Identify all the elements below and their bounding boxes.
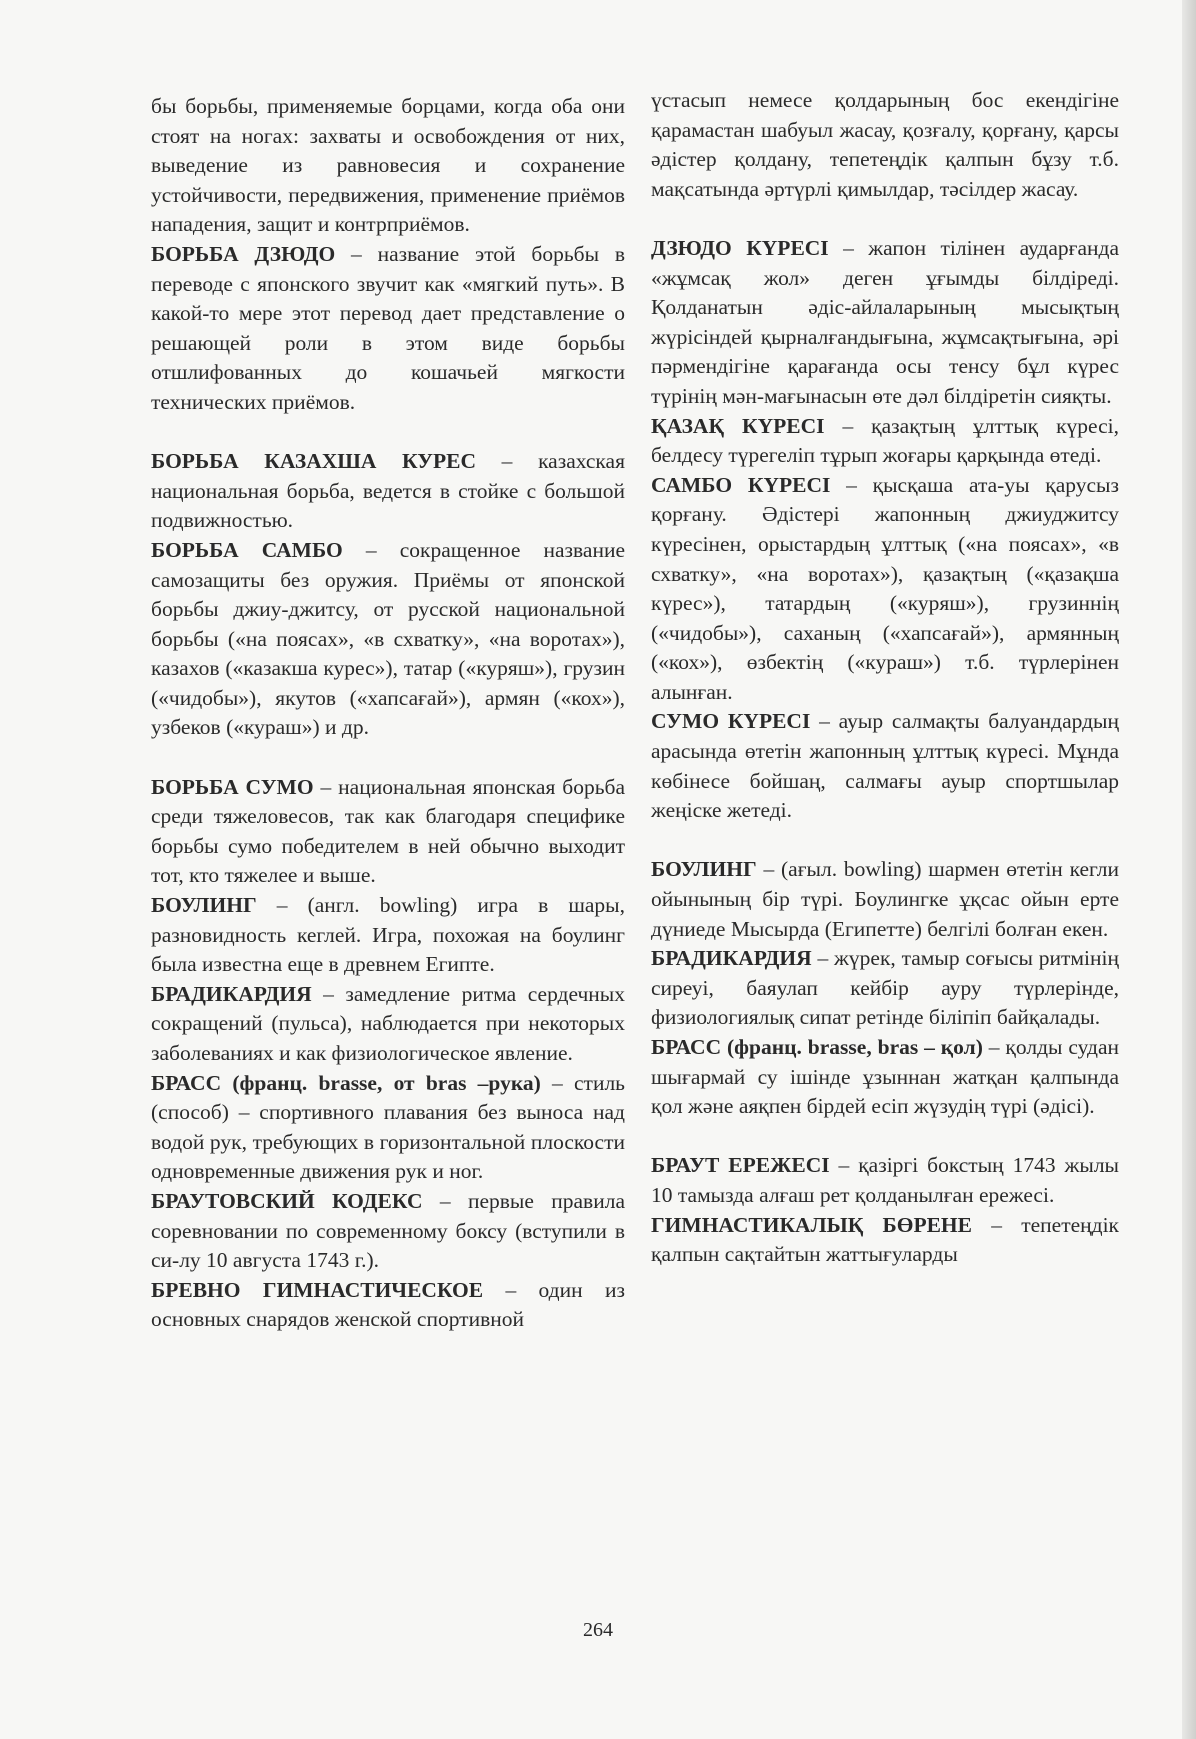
entry-sambo-kz [651, 471, 1119, 708]
entry-kazaksha-kures-ru [151, 447, 625, 536]
entry-text: – первые правила соревновании по современному боксу (вступили в си-лу 10 августа 1743 г.). [151, 1188, 625, 1273]
russian-column [151, 92, 625, 1335]
entry-judo-ru [151, 240, 625, 418]
page-edge-shadow [1182, 0, 1196, 1739]
entry-term: БРАУТ ЕРЕЖЕСІ [651, 1153, 830, 1178]
entry-text: – тепетеңдік қалпын сақтайтын жаттығуларды [651, 1212, 1120, 1267]
entry-braut-rules-kz [651, 1151, 1119, 1210]
entry-text: – қазіргі бокстың 1743 жылы 10 тамызда алғаш рет қолданылған ережесі. [651, 1153, 1119, 1207]
entry-term: ҚАЗАҚ КҮРЕСІ [651, 413, 825, 438]
entry-bowling-kz [651, 855, 1119, 944]
entry-braut-codex-ru [151, 1187, 625, 1276]
entry-sumo-kz [651, 707, 1119, 825]
entry-sumo-ru [151, 773, 625, 891]
entry-term: БОРЬБА СУМО [151, 774, 314, 799]
entry-term: БОРЬБА ДЗЮДО [151, 241, 336, 266]
page-number: 264 [583, 1619, 613, 1641]
entry-brass-kz [651, 1033, 1119, 1122]
entry-text: – ауыр салмақты балуандардың арасында өтетін жапонның ұлттық күресі. Мұнда көбінесе бойшаң, салмағы ауыр спортшылар жеңіске жетеді. [651, 709, 1119, 823]
entry-text: – замедление ритма сердечных сокращений (пульса), наблюдается при некоторых заболеваниях и как физиологическое явление. [151, 981, 625, 1065]
entry-text: – жапон тілінен аударғанда «жұмсақ жол» деген ұғымды білдіреді. Қолданатын әдіс-айлаларының мысықтың жүрісіндей қырналғандығына, жұмсақтығына, әрі пәрмендігіне қарағанда осы тенсу бұл күрес түрінің мән-мағынасын өте дәл білдіретін сияқты. [651, 235, 1120, 408]
entry-term: БОРЬБА САМБО [151, 537, 343, 562]
entry-term: ГИМНАСТИКАЛЫҚ БӨРЕНЕ [651, 1212, 973, 1237]
entry-beam-ru [151, 1276, 625, 1335]
entry-text: – жүрек, тамыр соғысы ритмінің сиреуі, баяулап кейбір ауру түрлерінде, физиологиялық сипат ретінде біліпіп байқалады. [651, 946, 1119, 1030]
kazakh-column [651, 86, 1119, 1270]
entry-term: БРАСС (франц. brasse, bras – қол) [651, 1035, 983, 1059]
entry-text: – сокращенное название самозащиты без оружия. Приёмы от японской борьбы джиу-джитсу, от русской национальной борьбы («на поясах», «в схватку», «на воротах»), казахов («казакша курес»), татар («куряш»), грузин («чидобы»), якутов («хапсағай»), армян («кох»), узбеков («кураш») и др. [151, 537, 625, 740]
entry-term: БРЕВНО ГИМНАСТИЧЕСКОЕ [151, 1277, 484, 1302]
entry-text: – стиль (способ) – спортивного плавания без выноса над водой рук, требующих в горизонтальной плоскости одновременные движения рук и ног. [151, 1070, 625, 1184]
entry-text: – один из основных снарядов женской спортивной [151, 1277, 625, 1332]
entry-text: – казахская национальная борьба, ведется в стойке с большой подвижностью. [151, 449, 625, 533]
entry-term: БОУЛИНГ [151, 893, 257, 918]
entry-bowling-ru [151, 891, 625, 980]
entry-judo-kz [651, 234, 1119, 412]
entry-term: БРАДИКАРДИЯ [151, 981, 312, 1006]
entry-continuation-ru [151, 92, 625, 240]
entry-term: БОУЛИНГ [651, 857, 757, 882]
entry-brass-ru [151, 1069, 625, 1187]
entry-text: – қолды судан шығармай су ішінде ұзыннан жатқан қалпында қол және аяқпен бірдей есіп жүзудің түрі (әдісі). [651, 1035, 1120, 1119]
entry-sambo-ru [151, 536, 625, 743]
entry-text: – қысқаша ата-уы қарусыз қорғану. Әдістері жапонның джиуджитсу күресінен, орыстардың ұлттық («на поясах», «в схватку», «на воротах»), қазақтың («қазақша күрес»), татардың («куряш»), грузиннің («чидобы»), саханың («хапсағай»), армянның («кох»), өзбектің («кураш») т.б. түрлерінен алынған. [651, 472, 1119, 704]
entry-term: БРАДИКАРДИЯ [651, 946, 812, 971]
entry-term: БРАУТОВСКИЙ КОДЕКС [151, 1188, 423, 1213]
entry-beam-kz [651, 1211, 1119, 1270]
entry-text: үстасып немесе қолдарының бос екендігіне қарамастан шабуыл жасау, қозғалу, қорғану, қарсы әдістер қолдану, тепетеңдік қалпын бұзу т.б. мақсатында әртүрлі қимылдар, тәсілдер жасау. [651, 88, 1119, 201]
entry-text: – название этой борьбы в переводе с японского звучит как «мягкий путь». В какой-то мере этот перевод дает представление о решающей роли в этом виде борьбы отшлифованных до кошачьей мягкости технических приёмов. [151, 241, 625, 414]
entry-term: САМБО КҮРЕСІ [651, 472, 831, 497]
entry-text: – қазақтың ұлттық күресі, белдесу түрегеліп тұрып жоғары қарқында өтеді. [651, 413, 1119, 468]
entry-bradycardia-kz [651, 944, 1119, 1033]
entry-continuation-kz [651, 86, 1119, 204]
entry-text: – (англ. bowling) игра в шары, разновидность кеглей. Игра, похожая на боулинг была известна еще в древнем Египте. [151, 893, 625, 977]
entry-text: бы борьбы, применяемые борцами, когда оба они стоят на ногах: захваты и освобождения от них, выведение из равновесия и сохранение устойчивости, передвижения, применение приёмов нападения, защит и контрприёмов. [151, 94, 625, 237]
entry-bradycardia-ru [151, 980, 625, 1069]
entry-text: – национальная японская борьба среди тяжеловесов, так как благодаря специфике борьбы сумо победителем в ней обычно выходит тот, кто тяжелее и выше. [151, 774, 625, 888]
entry-term: ДЗЮДО КҮРЕСІ [651, 235, 829, 260]
entry-text: – (ағыл. bowling) шармен өтетін кегли ойынының бір түрі. Боулингке ұқсас ойын ерте дүниеде Мысырда (Египетте) белгілі болған екен. [651, 857, 1119, 941]
entry-term: СУМО КҮРЕСІ [651, 709, 811, 734]
entry-kazakh-kuresi-kz [651, 412, 1119, 471]
entry-term: БОРЬБА КАЗАХША КУРЕС [151, 449, 476, 474]
entry-term: БРАСС (франц. brasse, от bras –рука) [151, 1070, 541, 1095]
